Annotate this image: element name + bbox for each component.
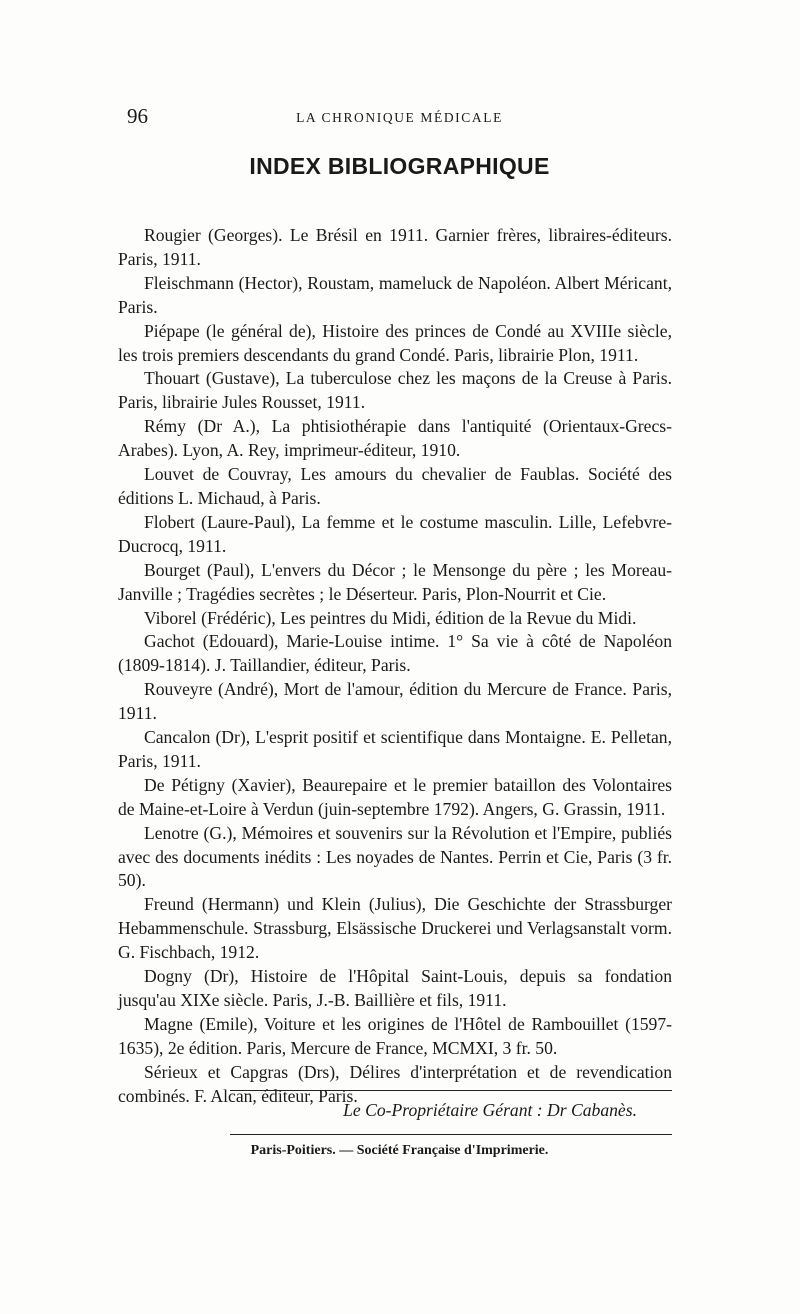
footer-divider-bottom — [230, 1134, 672, 1135]
bibliography-entry: Bourget (Paul), L'envers du Décor ; le Mensonge du père ; les Moreau-Janville ; Tragédies secrètes ; le Déserteur. Paris, Plon-Nourrit et Cie. — [118, 559, 672, 604]
bibliography-entry: Sérieux et Capgras (Drs), Délires d'interprétation et de revendication combinés. F. Alcan, éditeur, Paris. — [118, 1061, 672, 1106]
bibliography-entry: Rouveyre (André), Mort de l'amour, édition du Mercure de France. Paris, 1911. — [118, 679, 672, 724]
bibliography-entry: De Pétigny (Xavier), Beaurepaire et le premier bataillon des Volontaires de Maine-et-Loire à Verdun (juin-septembre 1792). Angers, G. Grassin, 1911. — [118, 774, 672, 819]
printer-imprint: Paris-Poitiers. — Société Française d'Imprimerie. — [250, 1143, 549, 1158]
bibliography-entry: Piépape (le général de), Histoire des princes de Condé au XVIIIe siècle, les trois premiers descendants du grand Condé. Paris, librairie Plon, 1911. — [118, 320, 672, 365]
bibliography-entry: Fleischmann (Hector), Roustam, mameluck de Napoléon. Albert Méricant, Paris. — [118, 272, 672, 317]
bibliography-entry: Rémy (Dr A.), La phtisiothérapie dans l'antiquité (Orientaux-Grecs-Arabes). Lyon, A. Rey, imprimeur-éditeur, 1910. — [118, 416, 672, 461]
manager-signature: Le Co-Propriétaire Gérant : Dr Cabanès. — [343, 1100, 637, 1120]
bibliography-entry: Thouart (Gustave), La tuberculose chez les maçons de la Creuse à Paris. Paris, librairie Jules Rousset, 1911. — [118, 368, 672, 413]
bibliography-entry: Cancalon (Dr), L'esprit positif et scientifique dans Montaigne. E. Pelletan, Paris, 1911. — [118, 727, 672, 771]
bibliography-list — [118, 224, 672, 1109]
index-title: INDEX BIBLIOGRAPHIQUE — [249, 153, 550, 179]
bibliography-entry: Rougier (Georges). Le Brésil en 1911. Garnier frères, libraires-éditeurs. Paris, 1911. — [118, 225, 672, 269]
page-number: 96 — [127, 104, 148, 128]
bibliography-entry: Lenotre (G.), Mémoires et souvenirs sur la Révolution et l'Empire, publiés avec des documents inédits : Les noyades de Nantes. Perrin et Cie, Paris (3 fr. 50). — [118, 822, 672, 891]
bibliography-entry: Louvet de Couvray, Les amours du chevalier de Faublas. Société des éditions L. Michaud, à Paris. — [118, 464, 672, 508]
bibliography-entry: Gachot (Edouard), Marie-Louise intime. 1° Sa vie à côté de Napoléon (1809-1814). J. Taillandier, éditeur, Paris. — [118, 631, 672, 676]
bibliography-entry: Magne (Emile), Voiture et les origines de l'Hôtel de Rambouillet (1597-1635), 2e édition. Paris, Mercure de France, MCMXI, 3 fr. 50. — [118, 1013, 672, 1058]
bibliography-entry: Viborel (Frédéric), Les peintres du Midi, édition de la Revue du Midi. — [144, 607, 637, 628]
footer-divider-top — [230, 1090, 672, 1091]
running-title: LA CHRONIQUE MÉDICALE — [296, 110, 503, 125]
page-header — [127, 104, 672, 134]
bibliography-entry: Freund (Hermann) und Klein (Julius), Die Geschichte der Strassburger Hebammenschule. Strassburg, Elsässische Druckerei und Verlagsanstalt vorm. G. Fischbach, 1912. — [118, 894, 672, 963]
bibliography-entry: Dogny (Dr), Histoire de l'Hôpital Saint-Louis, depuis sa fondation jusqu'au XIXe siècle. Paris, J.-B. Baillière et fils, 1911. — [118, 966, 672, 1010]
bibliography-entry: Flobert (Laure-Paul), La femme et le costume masculin. Lille, Lefebvre-Ducrocq, 1911. — [118, 511, 672, 556]
